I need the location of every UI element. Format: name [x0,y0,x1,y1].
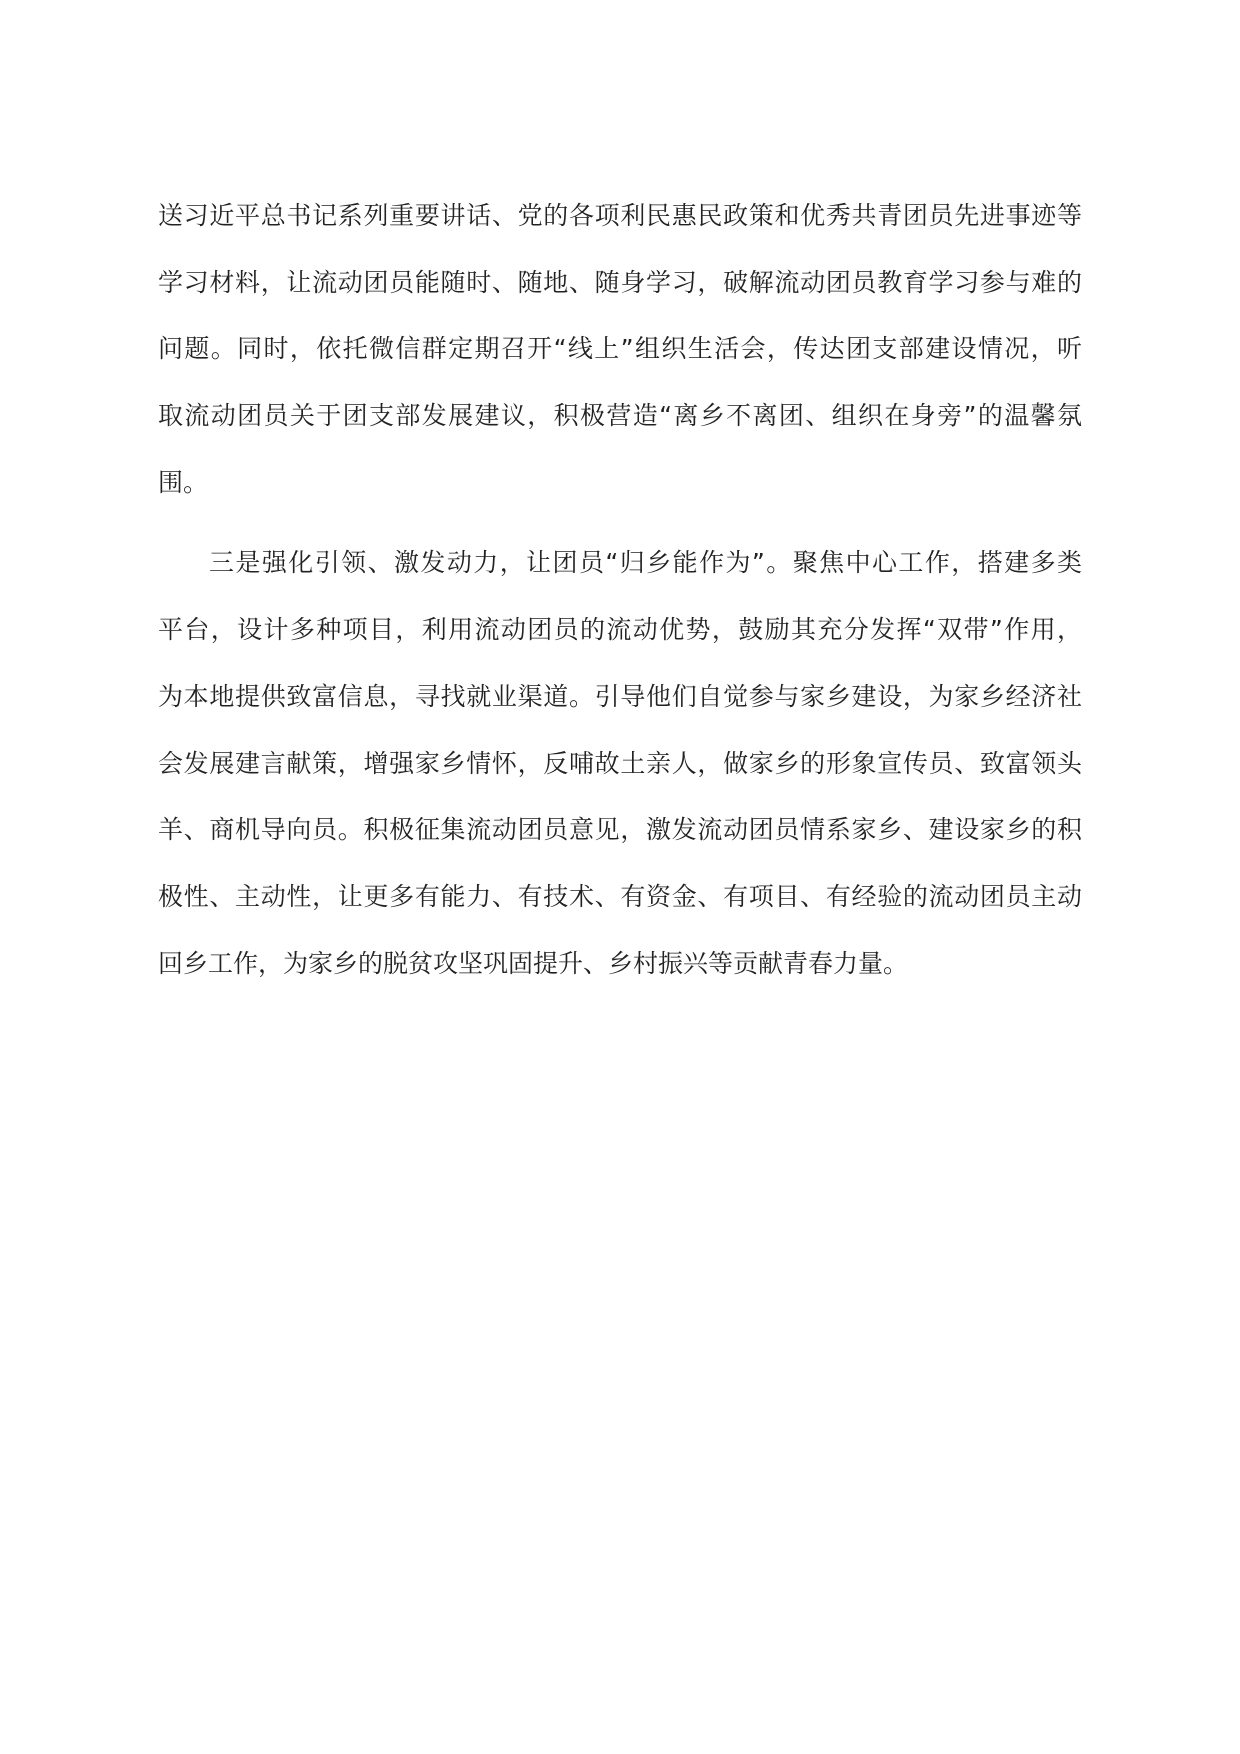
text-line: 回乡工作，为家乡的脱贫攻坚巩固提升、乡村振兴等贡献青春力量。 [158,948,909,978]
text-line: 为本地提供致富信息，寻找就业渠道。引导他们自觉参与家乡建设，为家乡经济社 [158,681,1082,711]
text-line: 极性、主动性，让更多有能力、有技术、有资金、有项目、有经验的流动团员主动 [158,881,1082,911]
text-line: 学习材料，让流动团员能随时、随地、随身学习，破解流动团员教育学习参与难的 [158,267,1082,297]
document-body [158,183,1082,997]
text-line: 送习近平总书记系列重要讲话、党的各项利民惠民政策和优秀共青团员先进事迹等 [158,201,1082,230]
text-line: 羊、商机导向员。积极征集流动团员意见，激发流动团员情系家乡、建设家乡的积 [158,815,1082,845]
text-line: 问题。同时，依托微信群定期召开“线上”组织生活会，传达团支部建设情况，听 [158,334,1082,364]
text-line: 取流动团员关于团支部发展建议，积极营造“离乡不离团、组织在身旁”的温馨氛 [158,401,1082,431]
text-line: 会发展建言献策，增强家乡情怀，反哺故土亲人，做家乡的形象宣传员、致富领头 [158,748,1082,778]
paragraph-2 [158,530,1082,997]
text-line: 三是强化引领、激发动力，让团员“归乡能作为”。聚焦中心工作，搭建多类 [209,548,1082,578]
paragraph-1 [158,183,1082,516]
text-line: 围。 [158,467,209,497]
text-line: 平台，设计多种项目，利用流动团员的流动优势，鼓励其充分发挥“双带”作用， [158,615,1082,645]
